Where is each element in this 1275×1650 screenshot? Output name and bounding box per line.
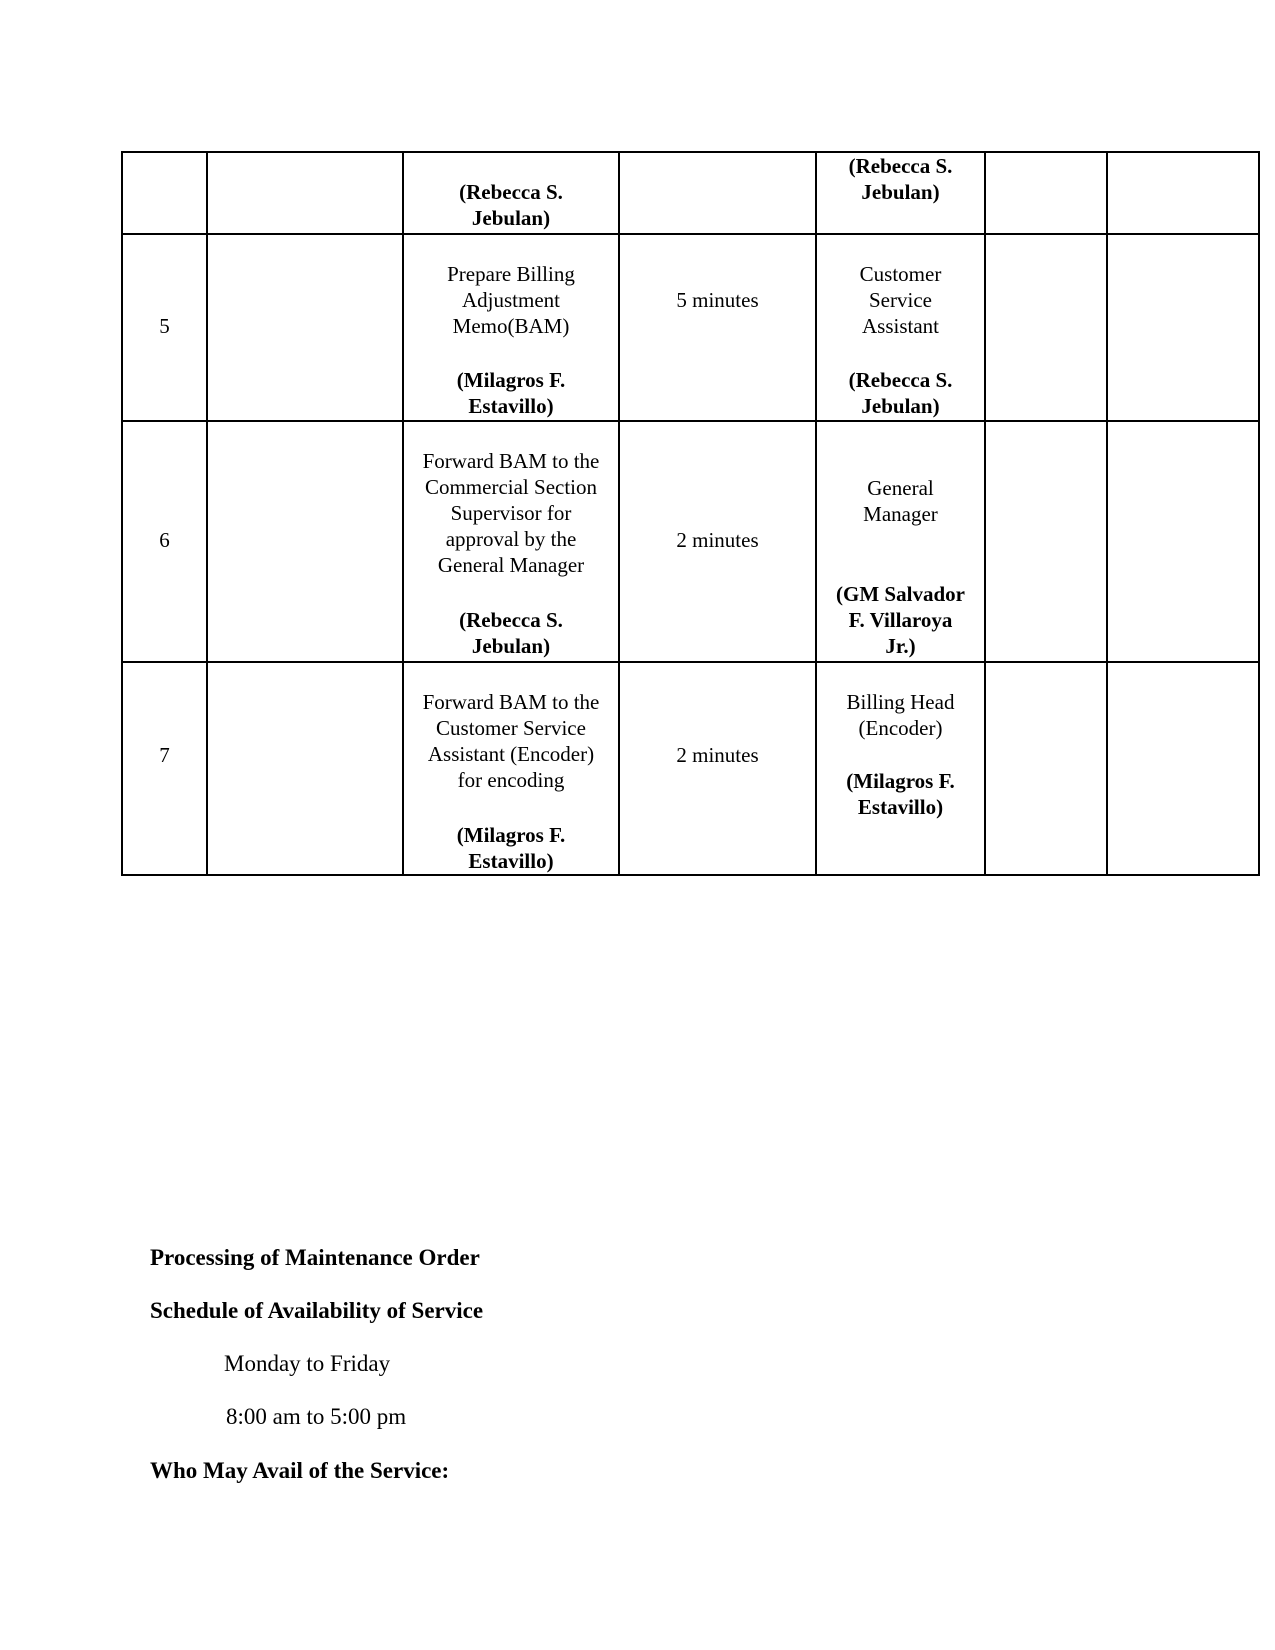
activity-line: Adjustment	[462, 288, 560, 312]
responsible-person-line: F. Villaroya	[848, 608, 953, 632]
fees-cell	[985, 662, 1107, 875]
client-steps-cell	[207, 234, 403, 421]
activity-person-line: (Milagros F.	[456, 823, 566, 847]
processing-time: 2 minutes	[676, 528, 759, 552]
responsible-person-line: (Rebecca S.	[848, 154, 953, 178]
activity-line: Forward BAM to the	[422, 449, 600, 473]
activity-line: for encoding	[457, 768, 565, 792]
schedule-days: Monday to Friday	[224, 1351, 391, 1376]
responsible-person-line: Jebulan)	[861, 180, 940, 204]
step-number: 7	[159, 743, 170, 767]
activity-line: Assistant (Encoder)	[427, 742, 595, 766]
activity-line: Commercial Section	[424, 475, 598, 499]
remarks-cell	[1107, 421, 1259, 662]
client-steps-cell	[207, 662, 403, 875]
responsible-line: (Encoder)	[858, 716, 943, 740]
client-steps-cell	[207, 421, 403, 662]
responsible-line: Assistant	[861, 314, 939, 338]
processing-time: 5 minutes	[676, 288, 759, 312]
activity-person-line: Estavillo)	[468, 849, 554, 873]
fees-cell	[985, 152, 1107, 234]
responsible-cell	[816, 234, 985, 421]
client-steps-cell	[207, 152, 403, 234]
table-row	[122, 152, 1259, 234]
remarks-cell	[1107, 662, 1259, 875]
activity-person-line: (Rebecca S.	[459, 608, 563, 632]
step-cell	[122, 421, 207, 662]
activity-line: Supervisor for	[450, 501, 572, 525]
activity-line: Memo(BAM)	[452, 314, 570, 338]
remarks-cell	[1107, 152, 1259, 234]
activity-cell	[403, 152, 619, 234]
fees-cell	[985, 421, 1107, 662]
time-cell	[619, 421, 816, 662]
step-number: 5	[159, 314, 170, 338]
responsible-line: Manager	[863, 502, 938, 526]
activity-person-line: (Milagros F.	[456, 368, 566, 392]
activity-person-line: Estavillo)	[468, 394, 554, 418]
responsible-person-line: Estavillo)	[857, 795, 944, 819]
activity-cell	[403, 234, 619, 421]
time-cell	[619, 662, 816, 875]
activity-cell	[403, 662, 619, 875]
responsible-person-line: Jebulan)	[861, 394, 940, 418]
activity-person-line: (Rebecca S.	[459, 180, 563, 204]
section-title: Processing of Maintenance Order	[150, 1245, 480, 1270]
responsible-person-line: Jr.)	[885, 634, 916, 658]
activity-cell	[403, 421, 619, 662]
schedule-heading: Schedule of Availability of Service	[150, 1298, 484, 1323]
time-cell	[619, 152, 816, 234]
table-row	[122, 421, 1259, 662]
table-row	[122, 234, 1259, 421]
step-cell	[122, 234, 207, 421]
activity-line: Prepare Billing	[447, 262, 575, 286]
processing-time: 2 minutes	[676, 743, 759, 767]
responsible-cell	[816, 662, 985, 875]
who-heading: Who May Avail of the Service:	[150, 1458, 450, 1483]
activity-line: Forward BAM to the	[422, 690, 600, 714]
responsible-line: Customer	[859, 262, 942, 286]
activity-line: approval by the	[445, 527, 577, 551]
responsible-person-line: (Milagros F.	[846, 769, 955, 793]
responsible-cell	[816, 152, 985, 234]
schedule-hours: 8:00 am to 5:00 pm	[226, 1404, 407, 1429]
responsible-line: Service	[869, 288, 932, 312]
activity-person-line: Jebulan)	[471, 206, 551, 230]
responsible-line: Billing Head	[846, 690, 955, 714]
responsible-line: General	[867, 476, 934, 500]
step-cell	[122, 152, 207, 234]
table-row	[122, 662, 1259, 875]
activity-line: General Manager	[437, 553, 585, 577]
process-table	[121, 151, 1260, 876]
step-cell	[122, 662, 207, 875]
activity-person-line: Jebulan)	[471, 634, 551, 658]
responsible-person-line: (Rebecca S.	[848, 368, 953, 392]
fees-cell	[985, 234, 1107, 421]
responsible-person-line: (GM Salvador	[836, 582, 965, 606]
remarks-cell	[1107, 234, 1259, 421]
responsible-cell	[816, 421, 985, 662]
time-cell	[619, 234, 816, 421]
step-number: 6	[159, 528, 170, 552]
activity-line: Customer Service	[436, 716, 586, 740]
